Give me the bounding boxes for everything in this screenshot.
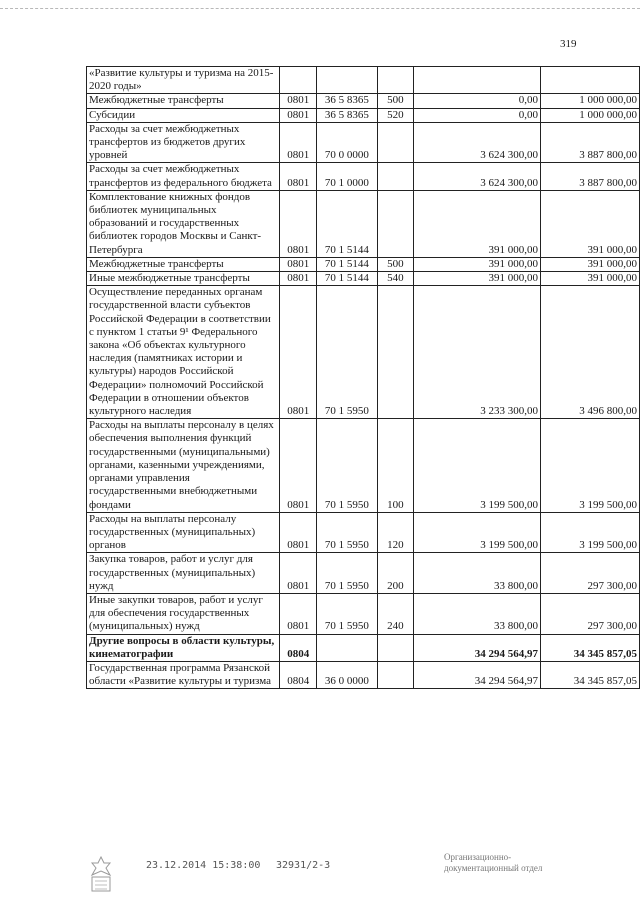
row-amount-2015-cell: 3 199 500,00 bbox=[414, 419, 541, 512]
row-amount-2015-cell: 391 000,00 bbox=[414, 272, 541, 286]
row-amount-2016-cell: 3 887 800,00 bbox=[541, 163, 640, 190]
scan-top-border bbox=[0, 8, 640, 11]
row-section-code-cell: 0801 bbox=[280, 593, 317, 634]
footer-department-line2: документационный отдел bbox=[444, 863, 543, 873]
row-name-cell: Межбюджетные трансферты bbox=[87, 94, 280, 108]
row-section-code-cell bbox=[280, 67, 317, 94]
row-amount-2015-cell: 3 233 300,00 bbox=[414, 286, 541, 419]
row-target-article-cell: 70 1 5144 bbox=[317, 257, 378, 271]
row-amount-2015-cell: 33 800,00 bbox=[414, 593, 541, 634]
row-section-code-cell: 0801 bbox=[280, 419, 317, 512]
table-row bbox=[87, 634, 640, 661]
row-amount-2016-cell: 297 300,00 bbox=[541, 553, 640, 594]
row-amount-2016-cell: 34 345 857,05 bbox=[541, 634, 640, 661]
row-expense-type-cell: 100 bbox=[377, 419, 413, 512]
budget-table bbox=[86, 66, 640, 689]
row-section-code-cell: 0801 bbox=[280, 190, 317, 257]
row-section-code-cell: 0801 bbox=[280, 272, 317, 286]
row-expense-type-cell: 500 bbox=[377, 257, 413, 271]
row-amount-2016-cell: 391 000,00 bbox=[541, 190, 640, 257]
row-target-article-cell bbox=[317, 634, 378, 661]
row-expense-type-cell: 500 bbox=[377, 94, 413, 108]
row-section-code-cell: 0801 bbox=[280, 512, 317, 553]
row-expense-type-cell: 200 bbox=[377, 553, 413, 594]
row-expense-type-cell bbox=[377, 286, 413, 419]
row-expense-type-cell bbox=[377, 661, 413, 688]
row-section-code-cell: 0801 bbox=[280, 108, 317, 122]
row-section-code-cell: 0801 bbox=[280, 122, 317, 163]
row-expense-type-cell: 240 bbox=[377, 593, 413, 634]
row-name-cell: Иные межбюджетные трансферты bbox=[87, 272, 280, 286]
row-name-cell: Расходы на выплаты персоналу государственных (муниципальных) органов bbox=[87, 512, 280, 553]
row-section-code-cell: 0801 bbox=[280, 94, 317, 108]
row-amount-2015-cell: 34 294 564,97 bbox=[414, 634, 541, 661]
row-amount-2016-cell: 391 000,00 bbox=[541, 257, 640, 271]
table-row bbox=[87, 553, 640, 594]
table-row bbox=[87, 286, 640, 419]
row-amount-2015-cell: 0,00 bbox=[414, 94, 541, 108]
row-name-cell: Закупка товаров, работ и услуг для государственных (муниципальных) нужд bbox=[87, 553, 280, 594]
row-target-article-cell: 36 5 8365 bbox=[317, 108, 378, 122]
row-expense-type-cell bbox=[377, 163, 413, 190]
row-section-code-cell: 0801 bbox=[280, 163, 317, 190]
row-section-code-cell: 0804 bbox=[280, 634, 317, 661]
row-name-cell: Государственная программа Рязанской области «Развитие культуры и туризма bbox=[87, 661, 280, 688]
row-name-cell: Иные закупки товаров, работ и услуг для обеспечения государственных (муниципальных) нужд bbox=[87, 593, 280, 634]
budget-table-body bbox=[87, 67, 640, 689]
table-row bbox=[87, 163, 640, 190]
page-number: 319 bbox=[560, 38, 577, 50]
row-target-article-cell: 70 1 5950 bbox=[317, 286, 378, 419]
footer-department-line1: Организационно- bbox=[444, 852, 512, 862]
row-amount-2015-cell: 33 800,00 bbox=[414, 553, 541, 594]
table-row bbox=[87, 108, 640, 122]
row-target-article-cell: 36 5 8365 bbox=[317, 94, 378, 108]
table-row bbox=[87, 122, 640, 163]
row-target-article-cell: 70 1 5950 bbox=[317, 593, 378, 634]
row-section-code-cell: 0801 bbox=[280, 553, 317, 594]
row-section-code-cell: 0801 bbox=[280, 257, 317, 271]
table-row bbox=[87, 272, 640, 286]
row-amount-2016-cell: 3 887 800,00 bbox=[541, 122, 640, 163]
row-amount-2015-cell bbox=[414, 67, 541, 94]
row-target-article-cell: 70 1 0000 bbox=[317, 163, 378, 190]
row-expense-type-cell bbox=[377, 122, 413, 163]
table-row bbox=[87, 419, 640, 512]
row-name-cell: Субсидии bbox=[87, 108, 280, 122]
row-name-cell: Комплектование книжных фондов библиотек муниципальных образований и государственных библиотек городов Москвы и Санкт-Петербурга bbox=[87, 190, 280, 257]
footer-doc-number: 32931/2-3 bbox=[276, 860, 331, 871]
row-amount-2016-cell: 391 000,00 bbox=[541, 272, 640, 286]
row-name-cell: Расходы на выплаты персоналу в целях обеспечения выполнения функций государственными (муниципальными) органами, казенными учреждениями, органами управления государственными внебюджетными фондами bbox=[87, 419, 280, 512]
row-target-article-cell: 70 1 5144 bbox=[317, 272, 378, 286]
footer-timestamp: 23.12.2014 15:38:00 bbox=[146, 860, 261, 871]
row-name-cell: Межбюджетные трансферты bbox=[87, 257, 280, 271]
row-section-code-cell: 0801 bbox=[280, 286, 317, 419]
table-row bbox=[87, 190, 640, 257]
row-expense-type-cell: 520 bbox=[377, 108, 413, 122]
row-amount-2015-cell: 3 624 300,00 bbox=[414, 163, 541, 190]
row-amount-2016-cell: 3 199 500,00 bbox=[541, 512, 640, 553]
row-section-code-cell: 0804 bbox=[280, 661, 317, 688]
row-name-cell: Осуществление переданных органам государственной власти субъектов Российской Федерации в соответствии с пунктом 1 статьи 9¹ Федерального закона «Об объектах культурного наследия (памятниках истории и культуры) народов Российской Федерации» полномочий Российской Федерации в отношении объектов культурного наследия bbox=[87, 286, 280, 419]
row-amount-2016-cell: 1 000 000,00 bbox=[541, 108, 640, 122]
row-amount-2015-cell: 391 000,00 bbox=[414, 257, 541, 271]
table-row bbox=[87, 67, 640, 94]
row-amount-2016-cell bbox=[541, 67, 640, 94]
row-target-article-cell: 70 1 5950 bbox=[317, 512, 378, 553]
row-amount-2016-cell: 34 345 857,05 bbox=[541, 661, 640, 688]
row-name-cell: Расходы за счет межбюджетных трансфертов из федерального бюджета bbox=[87, 163, 280, 190]
row-expense-type-cell bbox=[377, 67, 413, 94]
row-target-article-cell: 70 1 5950 bbox=[317, 419, 378, 512]
row-amount-2015-cell: 0,00 bbox=[414, 108, 541, 122]
table-row bbox=[87, 593, 640, 634]
row-expense-type-cell bbox=[377, 190, 413, 257]
table-row bbox=[87, 661, 640, 688]
row-amount-2015-cell: 34 294 564,97 bbox=[414, 661, 541, 688]
table-row bbox=[87, 512, 640, 553]
row-target-article-cell bbox=[317, 67, 378, 94]
table-row bbox=[87, 94, 640, 108]
row-amount-2015-cell: 3 199 500,00 bbox=[414, 512, 541, 553]
row-target-article-cell: 36 0 0000 bbox=[317, 661, 378, 688]
row-name-cell: Другие вопросы в области культуры, кинематографии bbox=[87, 634, 280, 661]
table-row bbox=[87, 257, 640, 271]
row-amount-2016-cell: 1 000 000,00 bbox=[541, 94, 640, 108]
emblem-stamp-icon bbox=[86, 855, 116, 895]
row-target-article-cell: 70 1 5144 bbox=[317, 190, 378, 257]
row-name-cell: Расходы за счет межбюджетных трансфертов из бюджетов других уровней bbox=[87, 122, 280, 163]
row-amount-2015-cell: 391 000,00 bbox=[414, 190, 541, 257]
row-expense-type-cell bbox=[377, 634, 413, 661]
row-amount-2016-cell: 297 300,00 bbox=[541, 593, 640, 634]
row-amount-2016-cell: 3 199 500,00 bbox=[541, 419, 640, 512]
row-amount-2016-cell: 3 496 800,00 bbox=[541, 286, 640, 419]
row-target-article-cell: 70 0 0000 bbox=[317, 122, 378, 163]
footer-department bbox=[444, 852, 542, 874]
row-amount-2015-cell: 3 624 300,00 bbox=[414, 122, 541, 163]
row-expense-type-cell: 540 bbox=[377, 272, 413, 286]
row-name-cell: «Развитие культуры и туризма на 2015-2020 годы» bbox=[87, 67, 280, 94]
row-expense-type-cell: 120 bbox=[377, 512, 413, 553]
row-target-article-cell: 70 1 5950 bbox=[317, 553, 378, 594]
